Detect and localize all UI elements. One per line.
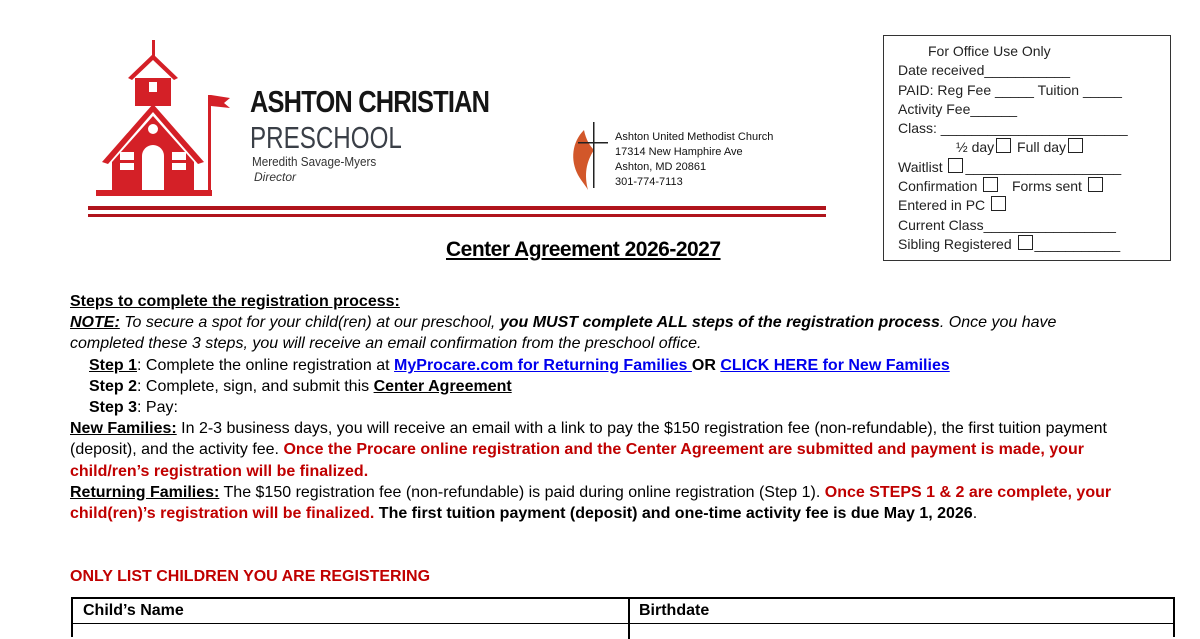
sibling-checkbox[interactable] (1018, 235, 1033, 250)
step-1 (70, 355, 1130, 376)
returning-families-paragraph (70, 482, 1130, 524)
steps-heading: Steps to complete the registration process: (70, 293, 400, 310)
forms-sent-label: Forms sent (1011, 178, 1082, 195)
church-city: Ashton, MD 20861 (615, 161, 707, 173)
instructions (70, 291, 1130, 524)
schoolhouse-logo (92, 40, 237, 200)
director-name: Meredith Savage-Myers (252, 154, 377, 169)
due-date-text: The first tuition payment (deposit) and one-time activity fee is due May 1, 2026 (374, 505, 973, 523)
confirmation-checkbox[interactable] (983, 177, 998, 192)
column-childs-name: Child’s Name (83, 602, 184, 619)
new-families-label: New Families: (70, 420, 177, 438)
only-list-heading: ONLY LIST CHILDREN YOU ARE REGISTERING (70, 568, 431, 585)
church-phone: 301-774-7113 (615, 176, 683, 188)
office-use-box (883, 35, 1171, 261)
step-2 (70, 376, 1130, 397)
logo-title: ASHTON CHRISTIAN (250, 84, 490, 119)
entered-pc-checkbox[interactable] (991, 196, 1006, 211)
office-day-row (898, 138, 1170, 157)
returning-families-notice: Once STEPS 1 & 2 are complete, your child(ren)’s registration will be finalized. (70, 483, 1112, 523)
logo-subtitle: PRESCHOOL (250, 120, 402, 155)
returning-families-text: The $150 registration fee (non-refundable) is paid during online registration (Step 1). (219, 483, 825, 501)
cross-flame-icon (570, 120, 612, 192)
step-2-label: Step 2 (89, 377, 138, 395)
full-day-checkbox[interactable] (1068, 138, 1083, 153)
church-address (615, 130, 773, 190)
entered-pc-label: Entered in PC (898, 197, 986, 214)
office-class: Class: ________________________ (898, 120, 1128, 137)
step-3 (70, 397, 1130, 418)
church-street: 17314 New Hamphire Ave (615, 146, 743, 158)
sibling-line: ___________ (1034, 235, 1121, 252)
half-day-label: ½ day (956, 139, 995, 156)
office-activity-fee: Activity Fee______ (898, 100, 1018, 117)
period: . (972, 505, 978, 523)
step-3-text: : Pay: (137, 399, 178, 417)
new-families-text: In 2-3 business days, you will receive an email with a link to pay the $150 registration fee (non-refundable), the first tuition payment (deposit), and the activity fee. (70, 420, 1107, 459)
center-agreement-ref: Center Agreement (373, 377, 512, 395)
confirmation-label: Confirmation (898, 178, 978, 195)
office-date-received: Date received___________ (898, 62, 1071, 79)
page-title: Center Agreement 2026-2027 (446, 238, 721, 261)
office-entered-row (898, 196, 1170, 215)
step-1-text: : Complete the online registration at (137, 356, 395, 374)
note-label: NOTE: (70, 314, 120, 332)
step-3-label: Step 3 (89, 399, 138, 417)
column-birthdate: Birthdate (639, 602, 710, 619)
office-paid: PAID: Reg Fee _____ Tuition _____ (898, 81, 1122, 98)
or-text: OR (691, 356, 721, 374)
returning-families-label: Returning Families: (70, 483, 220, 501)
new-families-link[interactable]: CLICK HERE for New Families (720, 356, 950, 374)
forms-sent-checkbox[interactable] (1088, 177, 1103, 192)
note-text-end: . Once you have completed these 3 steps, you will receive an email confirmation from the preschool office. (70, 314, 1057, 353)
director-title: Director (254, 170, 297, 184)
children-table (71, 597, 1175, 637)
returning-families-link[interactable]: MyProcare.com for Returning Families (394, 356, 692, 374)
office-current-class: Current Class_________________ (898, 216, 1116, 233)
column-divider (628, 599, 630, 639)
office-waitlist-row (898, 158, 1170, 177)
step-1-label: Step 1 (89, 356, 138, 374)
table-header-row (73, 599, 1173, 624)
office-confirmation-row (898, 177, 1170, 196)
waitlist-checkbox[interactable] (948, 158, 963, 173)
header-rule (88, 214, 826, 217)
new-families-paragraph (70, 418, 1130, 482)
note-emphasis: you MUST complete ALL steps of the registration process (499, 314, 940, 332)
step-2-text: : Complete, sign, and submit this (137, 377, 374, 395)
sibling-label: Sibling Registered (898, 235, 1012, 252)
note-paragraph (70, 312, 1130, 354)
header-rule (88, 206, 826, 210)
church-name: Ashton United Methodist Church (615, 131, 774, 143)
waitlist-line: ____________________ (965, 158, 1122, 175)
note-text: To secure a spot for your child(ren) at our preschool, (119, 314, 500, 332)
new-families-notice: Once the Procare online registration and the Center Agreement are submitted and payment is made, your child/ren’s registration will be finalized. (70, 441, 1084, 480)
half-day-checkbox[interactable] (996, 138, 1011, 153)
office-heading: For Office Use Only (928, 43, 1051, 59)
office-sibling-row (898, 235, 1170, 254)
full-day-label: Full day (1017, 139, 1067, 156)
waitlist-label: Waitlist (898, 158, 943, 175)
